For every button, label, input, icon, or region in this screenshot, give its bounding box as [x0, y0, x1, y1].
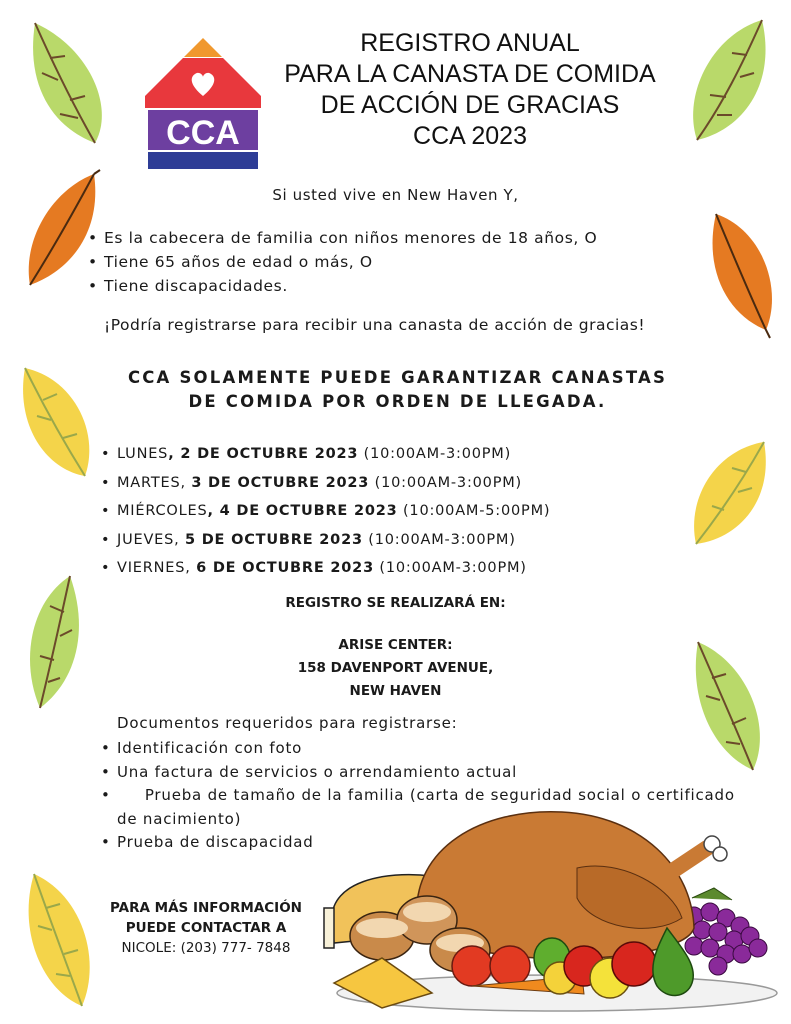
- day-name: VIERNES: [117, 560, 186, 576]
- eligibility-message: ¡Podría registrarse para recibir una canasta de acción de gracias!: [104, 316, 646, 334]
- contact-line: PARA MÁS INFORMACIÓN: [110, 900, 302, 916]
- list-item: • Una factura de servicios o arrendamiento actual: [117, 761, 737, 785]
- page-title: [240, 28, 700, 152]
- hours: (10:00AM-5:00PM): [402, 503, 551, 519]
- list-item: • Tiene 65 años de edad o más, O: [104, 250, 597, 274]
- address-line: 158 DAVENPORT AVENUE,: [297, 660, 494, 676]
- date-item: • LUNES, 2 DE OCTUBRE 2023 (10:00AM-3:00PM): [117, 440, 550, 469]
- date-value: 2 DE OCTUBRE 2023: [180, 446, 359, 462]
- contact-line: PUEDE CONTACTAR A: [125, 920, 287, 936]
- date-item: • MIÉRCOLES, 4 DE OCTUBRE 2023 (10:00AM-5:00PM): [117, 497, 550, 526]
- date-value: 4 DE OCTUBRE 2023: [219, 503, 398, 519]
- day-name: LUNES: [117, 446, 169, 462]
- day-name: MARTES: [117, 474, 181, 491]
- tomato: [490, 946, 530, 986]
- first-come-notice: [0, 366, 791, 414]
- date-item: • MARTES, 3 DE OCTUBRE 2023 (10:00AM-3:00PM): [117, 469, 550, 498]
- day-name: MIÉRCOLES: [117, 503, 208, 519]
- notice-line: CCA SOLAMENTE PUEDE GARANTIZAR CANASTAS: [127, 368, 668, 387]
- registration-dates-list: [117, 440, 550, 583]
- date-item: • VIERNES, 6 DE OCTUBRE 2023 (10:00AM-3:00PM): [117, 554, 550, 583]
- hours: (10:00AM-3:00PM): [368, 531, 516, 548]
- grapes: [685, 903, 767, 975]
- address-line: NEW HAVEN: [349, 683, 442, 699]
- list-item: • Es la cabecera de familia con niños menores de 18 años, O: [104, 226, 597, 250]
- date-value: 5 DE OCTUBRE 2023: [184, 531, 363, 548]
- registration-address: [0, 634, 791, 703]
- hours: (10:00AM-3:00PM): [379, 560, 527, 576]
- apple: [612, 942, 656, 986]
- date-item: • JUEVES, 5 DE OCTUBRE 2023 (10:00AM-3:00PM): [117, 526, 550, 555]
- address-line: ARISE CENTER:: [338, 637, 453, 653]
- title-line: DE ACCIÓN DE GRACIAS: [320, 91, 620, 119]
- contact-info: [96, 898, 316, 958]
- leaf-green-top-left: [20, 18, 110, 148]
- hours: (10:00AM-3:00PM): [363, 446, 512, 462]
- logo-base-blue: [148, 152, 258, 169]
- title-line: PARA LA CANASTA DE COMIDA: [284, 60, 656, 88]
- logo-roof-orange: [184, 38, 222, 57]
- logo-text: CCA: [166, 114, 240, 152]
- contact-phone: NICOLE: (203) 777- 7848: [121, 940, 291, 956]
- date-value: 3 DE OCTUBRE 2023: [191, 474, 370, 491]
- title-line: REGISTRO ANUAL: [360, 29, 580, 57]
- tomato: [452, 946, 492, 986]
- leaf-orange-right: [708, 210, 780, 340]
- registration-location-label: REGISTRO SE REALIZARÁ EN:: [285, 595, 506, 611]
- documents-title: Documentos requeridos para registrarse:: [117, 714, 458, 732]
- notice-line: DE COMIDA POR ORDEN DE LLEGADA.: [188, 392, 607, 411]
- leaf-yellow-right: [686, 438, 772, 548]
- list-item: • Prueba de discapacidad: [117, 831, 737, 855]
- leaf-yellow-bottom-left: [22, 870, 98, 1010]
- turkey-platter-illustration: [322, 808, 790, 1018]
- list-item: • Identificación con foto: [117, 737, 737, 761]
- intro-text: Si usted vive en New Haven Y,: [272, 186, 519, 204]
- title-line: CCA 2023: [413, 122, 527, 150]
- eligibility-list: [104, 226, 597, 298]
- hours: (10:00AM-3:00PM): [374, 474, 523, 491]
- list-item: • Tiene discapacidades.: [104, 274, 597, 298]
- day-name: JUEVES: [117, 531, 175, 548]
- date-value: 6 DE OCTUBRE 2023: [196, 560, 374, 576]
- list-item: • Prueba de tamaño de la familia (carta de seguridad social o certificado de nacimiento): [117, 784, 737, 831]
